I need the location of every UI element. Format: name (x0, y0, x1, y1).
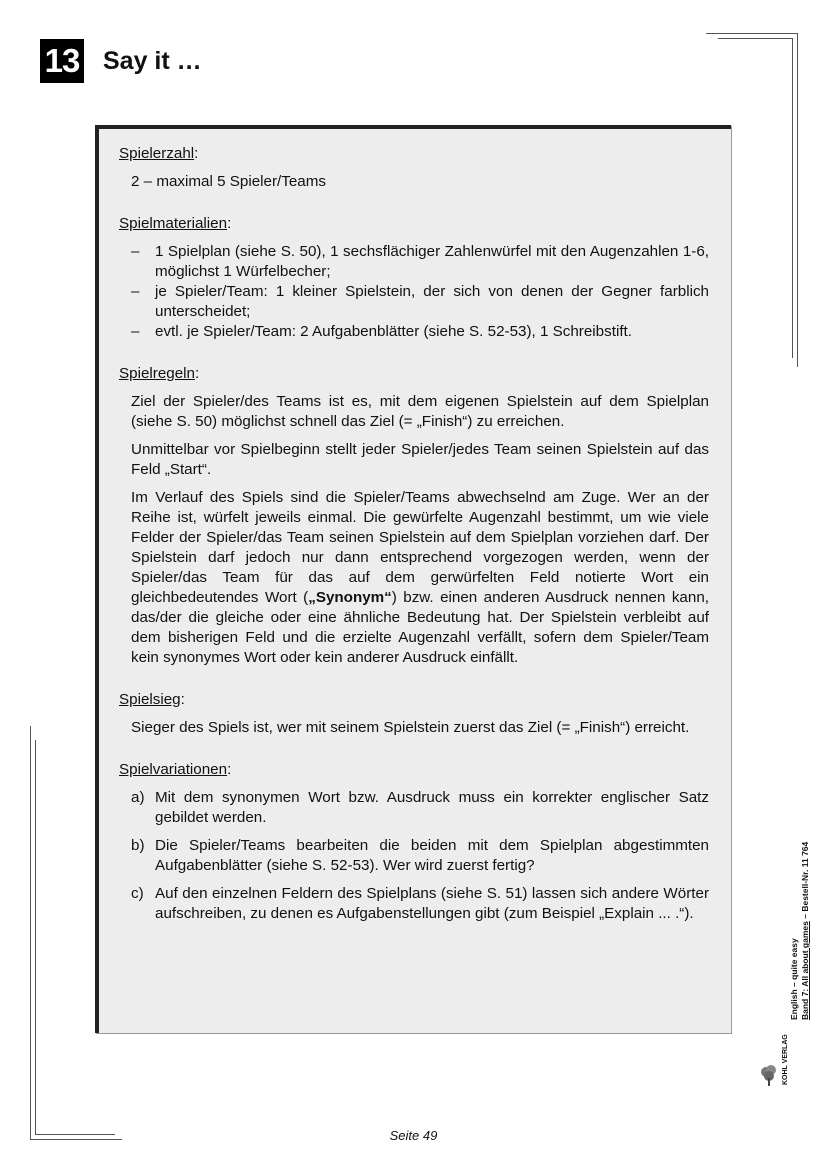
rules-paragraph-1: Ziel der Spieler/des Teams ist es, mit dem eigenen Spielstein auf dem Spielplan (siehe S. 50) möglichst schnell das Ziel (= „Finish“) zu erreichen. (131, 393, 709, 430)
page-number: Seite 49 (389, 1128, 438, 1143)
publication-info (789, 842, 811, 1020)
list-item: c) Auf den einzelnen Feldern des Spielplans (siehe S. 51) lassen sich andere Wörter aufschreiben, zu denen es Aufgabenstellungen gibt (zum Beispiel „Explain ... .“). (131, 885, 709, 922)
materials-list (131, 242, 709, 342)
list-item: b) Die Spieler/Teams bearbeiten die beiden mit dem Spielplan abgestimmten Aufgabenblätter (siehe S. 52-53). Wer wird zuerst fertig? (131, 837, 709, 874)
section-spielregeln-heading: Spielregeln: (119, 365, 200, 382)
variations-list (131, 788, 709, 924)
section-spielvariationen-heading: Spielvariationen: (119, 761, 232, 778)
series-title: English – quite easy (789, 938, 799, 1020)
section-spielsieg-heading: Spielsieg: (119, 691, 185, 708)
rules-content (119, 144, 709, 932)
spielerzahl-text: 2 – maximal 5 Spieler/Teams (131, 173, 326, 190)
list-item: – evtl. je Spieler/Team: 2 Aufgabenblätter (siehe S. 52-53), 1 Schreibstift. (131, 322, 709, 342)
synonym-term: „Synonym“ (308, 589, 392, 606)
publisher-logo-icon (760, 1064, 778, 1086)
list-item: – 1 Spielplan (siehe S. 50), 1 sechsflächiger Zahlenwürfel mit den Augenzahlen 1-6, möglichst 1 Würfelbecher; (131, 242, 709, 282)
list-item: – je Spieler/Team: 1 kleiner Spielstein, der sich von denen der Gegner farblich unterscheidet; (131, 282, 709, 322)
rules-paragraph-3: Im Verlauf des Spiels sind die Spieler/Teams abwechselnd am Zuge. Wer an der Reihe ist, würfelt jeweils einmal. Die gewürfelte Augenzahl bestimmt, um wie viele Felder der Spieler/das Team seinen Spielstein auf dem Spielplan vorziehen darf. Der Spielstein darf jedoch nur dann entsprechend vorgezogen werden, wenn der Spieler/das Team für das auf dem gerwürfelten Feld notierte Wort ein gleichbedeutendes Wort („Synonym“) bzw. einen anderen Ausdruck nennen kann, das/der die gleiche oder eine ähnliche Bedeutung hat. Der Spielstein verbleibt auf dem bisherigen Feld und die erzielte Augenzahl verfällt, sofern dem Spieler/Team kein synonymes Wort oder kein anderer Ausdruck einfällt. (131, 489, 709, 666)
spielsieg-text: Sieger des Spiels ist, wer mit seinem Spielstein zuerst das Ziel (= „Finish“) erreicht. (131, 719, 690, 736)
section-spielmaterialien-heading: Spielmaterialien: (119, 215, 232, 232)
page-title: Say it … (103, 47, 202, 75)
chapter-number: 13 (40, 39, 84, 83)
volume-order-number: Band 7: All about games – Bestell-Nr. 11 764 (800, 841, 810, 1020)
publisher-name: KOHL VERLAG (782, 1034, 789, 1085)
list-item: a) Mit dem synonymen Wort bzw. Ausdruck muss ein korrekter englischer Satz gebildet werden. (131, 789, 709, 826)
rules-paragraph-2: Unmittelbar vor Spielbeginn stellt jeder Spieler/jedes Team seinen Spielstein auf das Feld „Start“. (131, 441, 709, 478)
section-spielerzahl-heading: Spielerzahl: (119, 145, 199, 162)
